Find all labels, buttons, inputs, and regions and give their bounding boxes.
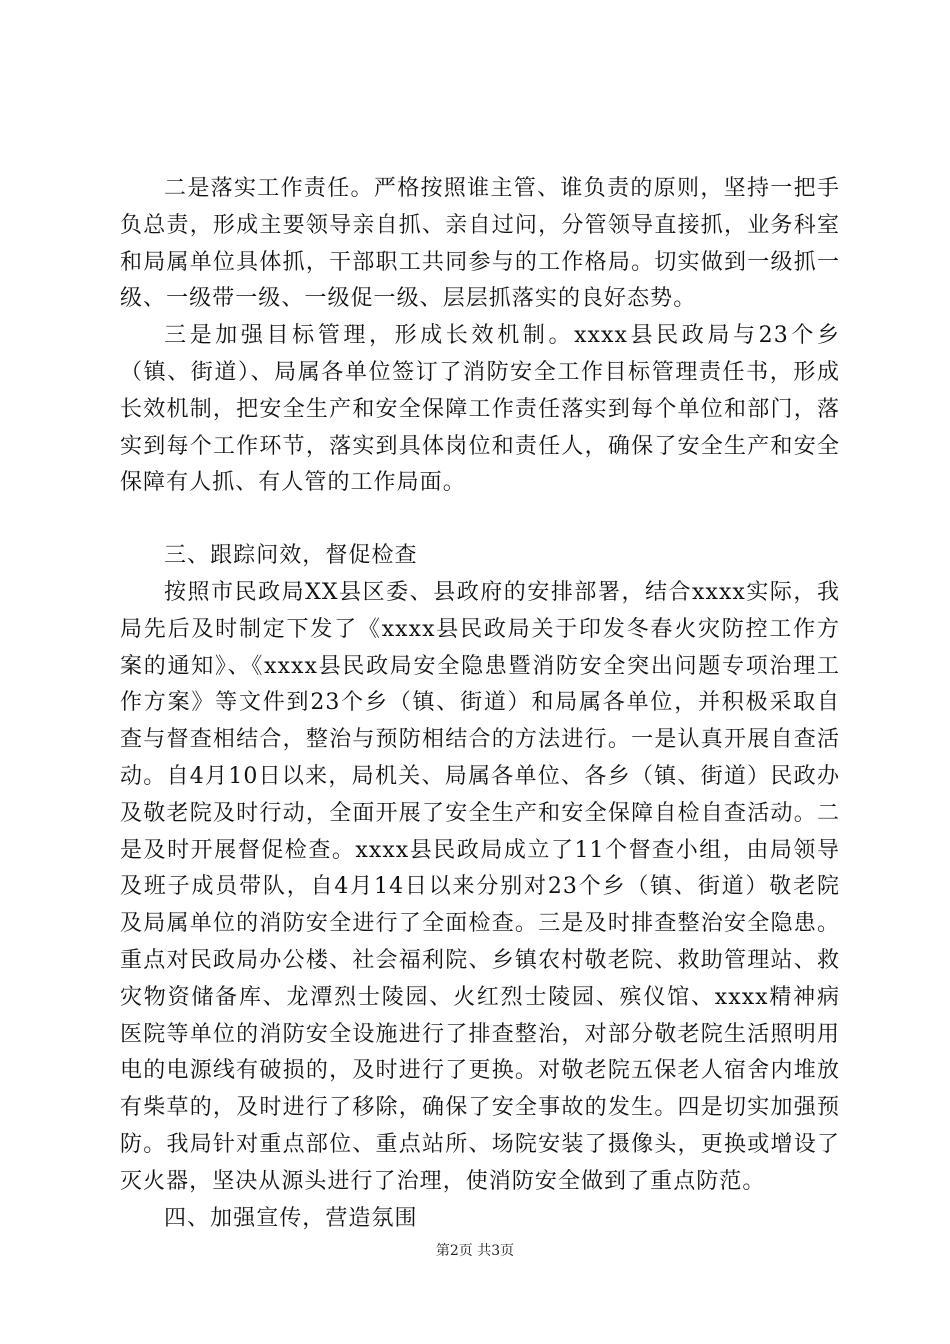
paragraph-responsibility: 二是落实工作责任。严格按照谁主管、谁负责的原则，坚持一把手负总责，形成主要领导亲自抓、亲自过问，分管领导直接抓，业务科室和局属单位具体抓，干部职工共同参与的工作格局。切实做到一级抓一级、一级带一级、一级促一级、层层抓落实的良好态势。 xyxy=(120,176,840,312)
paragraph-inspection: 按照市民政局XX县区委、县政府的安排部署，结合xxxx实际，我局先后及时制定下发了《xxxx县民政局关于印发冬春火灾防控工作方案的通知》、《xxxx县民政局安全隐患暨消防安全突出问题专项治理工作方案》等文件到23个乡（镇、街道）和局属各单位，并积极采取自查与督查相结合，整治与预防相结合的方法进行。一是认真开展自查活动。自4月10日以来，局机关、局属各单位、各乡（镇、街道）民政办及敬老院及时行动，全面开展了安全生产和安全保障自检自查活动。二是及时开展督促检查。xxxx县民政局成立了11个督查小组，由局领导及班子成员带队，自4月14日以来分别对23个乡（镇、街道）敬老院及局属单位的消防安全进行了全面检查。三是及时排查整治安全隐患。重点对民政局办公楼、社会福利院、乡镇农村敬老院、救助管理站、救灾物资储备库、龙潭烈士陵园、火红烈士陵园、殡仪馆、xxxx精神病医院等单位的消防安全设施进行了排查整治，对部分敬老院生活照明用电的电源线有破损的，及时进行了更换。对敬老院五保老人宿舍内堆放有柴草的，及时进行了移除，确保了安全事故的发生。四是切实加强预防。我局针对重点部位、重点站所、场院安装了摄像头，更换或增设了灭火器，坚决从源头进行了治理，使消防安全做到了重点防范。 xyxy=(120,579,840,1194)
section-heading-publicity: 四、加强宣传，营造氛围 xyxy=(164,1205,418,1231)
section-heading-tracking: 三、跟踪问效，督促检查 xyxy=(164,543,418,569)
document-body xyxy=(120,171,840,1237)
page-number: 第2页 共3页 xyxy=(435,1243,515,1259)
paragraph-gap xyxy=(120,502,840,538)
page-footer xyxy=(0,1240,950,1260)
paragraph-target-management: 三是加强目标管理，形成长效机制。xxxx县民政局与23个乡（镇、街道）、局属各单位签订了消防安全工作目标管理责任书，形成长效机制，把安全生产和安全保障工作责任落实到每个单位和部门，落实到每个工作环节，落实到具体岗位和责任人，确保了安全生产和安全保障有人抓、有人管的工作局面。 xyxy=(120,323,840,496)
